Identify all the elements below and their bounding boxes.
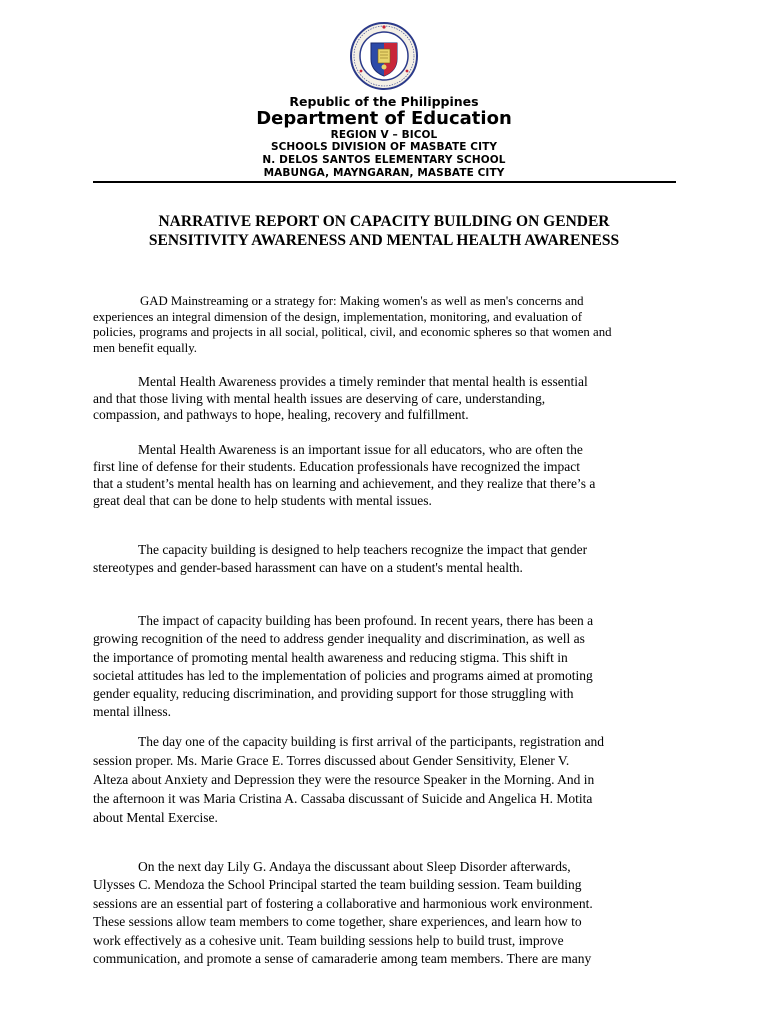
school-line: N. DELOS SANTOS ELEMENTARY SCHOOL: [262, 154, 506, 166]
paragraph-mental-health-reminder: [93, 374, 676, 424]
paragraph-line: These sessions allow team members to come together, share experiences, and learn how to: [93, 914, 582, 930]
paragraph-line: that a student’s mental health has on learning and achievement, and they realize that there’s a: [93, 476, 596, 491]
paragraph-line: and that those living with mental health issues are deserving of care, understanding,: [93, 390, 546, 406]
paragraph-line: growing recognition of the need to address gender inequality and discrimination, as well as: [93, 631, 585, 647]
paragraph-next-day: [93, 858, 676, 968]
paragraph-line: The day one of the capacity building is first arrival of the participants, registration and: [138, 734, 604, 749]
paragraph-line: gender equality, reducing discrimination, and providing support for those struggling with: [93, 686, 574, 702]
paragraph-line: societal attitudes has led to the implementation of policies and programs aimed at promoting: [93, 667, 593, 683]
header-divider: [93, 181, 676, 183]
report-title-line-2: SENSITIVITY AWARENESS AND MENTAL HEALTH AWARENESS: [148, 232, 620, 249]
paragraph-line: about Mental Exercise.: [93, 810, 218, 825]
paragraph-day-one: [93, 732, 676, 827]
paragraph-line: compassion, and pathways to hope, healing, recovery and fulfillment.: [93, 407, 469, 422]
paragraph-capacity-design: [93, 541, 676, 576]
paragraph-line: The capacity building is designed to help teachers recognize the impact that gender: [138, 542, 588, 557]
report-title-line-1: NARRATIVE REPORT ON CAPACITY BUILDING ON GENDER: [158, 213, 610, 230]
paragraph-line: GAD Mainstreaming or a strategy for: Making women's as well as men's concerns and: [140, 294, 584, 308]
region-line: REGION V – BICOL: [330, 129, 438, 141]
paragraph-line: On the next day Lily G. Andaya the discussant about Sleep Disorder afterwards,: [138, 859, 571, 874]
paragraph-line: mental illness.: [93, 704, 171, 720]
paragraph-line: communication, and promote a sense of camaraderie among team members. There are many: [93, 951, 592, 967]
republic-line: Republic of the Philippines: [289, 94, 479, 109]
paragraph-line: Ulysses C. Mendoza the School Principal started the team building session. Team building: [93, 877, 582, 893]
paragraph-line: policies, programs and projects in all social, political, civil, and economic spheres so that women and: [93, 325, 612, 340]
paragraph-line: the afternoon it was Maria Cristina A. Cassaba discussant of Suicide and Angelica H. Motita: [93, 791, 593, 806]
division-line: SCHOOLS DIVISION OF MASBATE CITY: [270, 141, 498, 153]
paragraph-line: great deal that can be done to help students with mental issues.: [93, 493, 432, 508]
paragraph-line: work effectively as a cohesive unit. Team building sessions help to build trust, improve: [93, 932, 564, 948]
paragraph-line: sessions are an essential part of fostering a collaborative and harmonious work environment.: [93, 895, 593, 911]
paragraph-line: the importance of promoting mental health awareness and reducing stigma. This shift in: [93, 649, 568, 665]
report-title: [60, 212, 708, 250]
paragraph-gad-mainstreaming: [93, 294, 676, 356]
paragraph-line: session proper. Ms. Marie Grace E. Torres discussed about Gender Sensitivity, Elener V.: [93, 753, 570, 768]
address-line: MABUNGA, MAYNGARAN, MASBATE CITY: [263, 167, 505, 179]
deped-seal-logo: [349, 21, 419, 91]
paragraph-line: men benefit equally.: [93, 340, 197, 355]
paragraph-line: stereotypes and gender-based harassment can have on a student's mental health.: [93, 559, 523, 575]
paragraph-line: first line of defense for their students. Education professionals have recognized the impact: [93, 459, 580, 474]
paragraph-line: Mental Health Awareness provides a timely reminder that mental health is essential: [138, 374, 588, 389]
department-name: Department of Education: [256, 108, 512, 129]
paragraph-educators: [93, 441, 676, 509]
paragraph-line: The impact of capacity building has been profound. In recent years, there has been a: [138, 613, 594, 628]
paragraph-line: Mental Health Awareness is an important issue for all educators, who are often the: [138, 442, 583, 457]
paragraph-line: Alteza about Anxiety and Depression they were the resource Speaker in the Morning. And in: [93, 772, 595, 787]
paragraph-impact: [93, 612, 676, 722]
paragraph-line: experiences an integral dimension of the design, implementation, monitoring, and evaluation of: [93, 309, 582, 324]
